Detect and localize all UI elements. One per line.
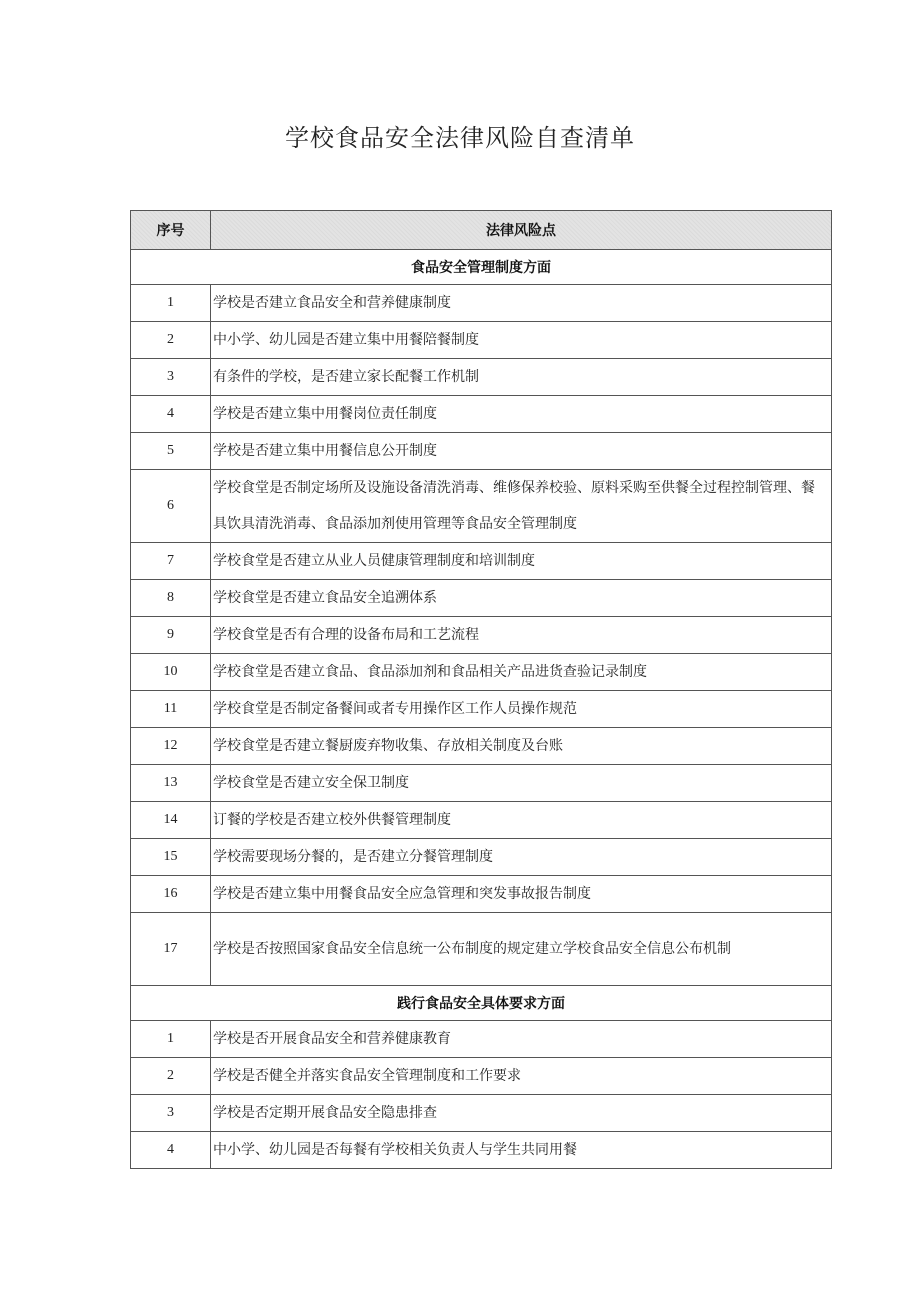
risk-point-cell: 学校食堂是否建立食品安全追溯体系 [211, 580, 832, 617]
serial-number-cell: 9 [131, 617, 211, 654]
serial-number-cell: 2 [131, 1058, 211, 1095]
table-row [131, 765, 832, 802]
table-row [131, 1021, 832, 1058]
serial-number-cell: 4 [131, 396, 211, 433]
header-legal-risk-point: 法律风险点 [211, 211, 832, 250]
risk-point-cell: 学校食堂是否建立从业人员健康管理制度和培训制度 [211, 543, 832, 580]
serial-number-cell: 1 [131, 285, 211, 322]
risk-point-cell: 中小学、幼儿园是否每餐有学校相关负责人与学生共同用餐 [211, 1132, 832, 1169]
risk-checklist-table [130, 210, 832, 1169]
table-row [131, 433, 832, 470]
section-heading: 食品安全管理制度方面 [131, 250, 832, 285]
serial-number-cell: 3 [131, 359, 211, 396]
serial-number-cell: 7 [131, 543, 211, 580]
risk-point-cell: 学校食堂是否建立餐厨废弃物收集、存放相关制度及台账 [211, 728, 832, 765]
risk-point-cell: 学校是否健全并落实食品安全管理制度和工作要求 [211, 1058, 832, 1095]
risk-point-cell: 学校食堂是否制定场所及设施设备清洗消毒、维修保养校验、原料采购至供餐全过程控制管理、餐具饮具清洗消毒、食品添加剂使用管理等食品安全管理制度 [211, 470, 832, 543]
table-row [131, 617, 832, 654]
serial-number-cell: 17 [131, 913, 211, 986]
risk-point-cell: 学校是否开展食品安全和营养健康教育 [211, 1021, 832, 1058]
serial-number-cell: 12 [131, 728, 211, 765]
risk-point-cell: 学校是否建立集中用餐信息公开制度 [211, 433, 832, 470]
risk-point-cell: 学校食堂是否制定备餐间或者专用操作区工作人员操作规范 [211, 691, 832, 728]
table-row [131, 1095, 832, 1132]
section-heading-row [131, 986, 832, 1021]
section-heading: 践行食品安全具体要求方面 [131, 986, 832, 1021]
risk-point-cell: 学校是否按照国家食品安全信息统一公布制度的规定建立学校食品安全信息公布机制 [211, 913, 832, 986]
table-row [131, 802, 832, 839]
table-row [131, 543, 832, 580]
risk-point-cell: 订餐的学校是否建立校外供餐管理制度 [211, 802, 832, 839]
serial-number-cell: 1 [131, 1021, 211, 1058]
table-body [131, 211, 832, 1169]
table-row [131, 1058, 832, 1095]
serial-number-cell: 13 [131, 765, 211, 802]
table-row [131, 580, 832, 617]
risk-point-cell: 有条件的学校，是否建立家长配餐工作机制 [211, 359, 832, 396]
serial-number-cell: 4 [131, 1132, 211, 1169]
risk-point-cell: 学校是否定期开展食品安全隐患排查 [211, 1095, 832, 1132]
table-row [131, 1132, 832, 1169]
serial-number-cell: 8 [131, 580, 211, 617]
table-row [131, 359, 832, 396]
table-row [131, 396, 832, 433]
risk-point-cell: 学校是否建立集中用餐岗位责任制度 [211, 396, 832, 433]
serial-number-cell: 16 [131, 876, 211, 913]
risk-point-cell: 中小学、幼儿园是否建立集中用餐陪餐制度 [211, 322, 832, 359]
risk-point-cell: 学校是否建立食品安全和营养健康制度 [211, 285, 832, 322]
document-title: 学校食品安全法律风险自查清单 [285, 124, 635, 152]
table-row [131, 728, 832, 765]
serial-number-cell: 11 [131, 691, 211, 728]
table-row [131, 913, 832, 986]
table-row [131, 322, 832, 359]
risk-point-cell: 学校是否建立集中用餐食品安全应急管理和突发事故报告制度 [211, 876, 832, 913]
risk-point-cell: 学校食堂是否建立食品、食品添加剂和食品相关产品进货查验记录制度 [211, 654, 832, 691]
section-heading-row [131, 250, 832, 285]
serial-number-cell: 10 [131, 654, 211, 691]
risk-point-cell: 学校食堂是否有合理的设备布局和工艺流程 [211, 617, 832, 654]
risk-point-cell: 学校需要现场分餐的，是否建立分餐管理制度 [211, 839, 832, 876]
table-row [131, 691, 832, 728]
serial-number-cell: 6 [131, 470, 211, 543]
serial-number-cell: 5 [131, 433, 211, 470]
table-row [131, 876, 832, 913]
serial-number-cell: 2 [131, 322, 211, 359]
serial-number-cell: 14 [131, 802, 211, 839]
header-serial-number: 序号 [131, 211, 211, 250]
risk-point-cell: 学校食堂是否建立安全保卫制度 [211, 765, 832, 802]
table-row [131, 654, 832, 691]
serial-number-cell: 15 [131, 839, 211, 876]
serial-number-cell: 3 [131, 1095, 211, 1132]
table-row [131, 470, 832, 543]
table-row [131, 285, 832, 322]
table-row [131, 839, 832, 876]
header-row [131, 211, 832, 250]
